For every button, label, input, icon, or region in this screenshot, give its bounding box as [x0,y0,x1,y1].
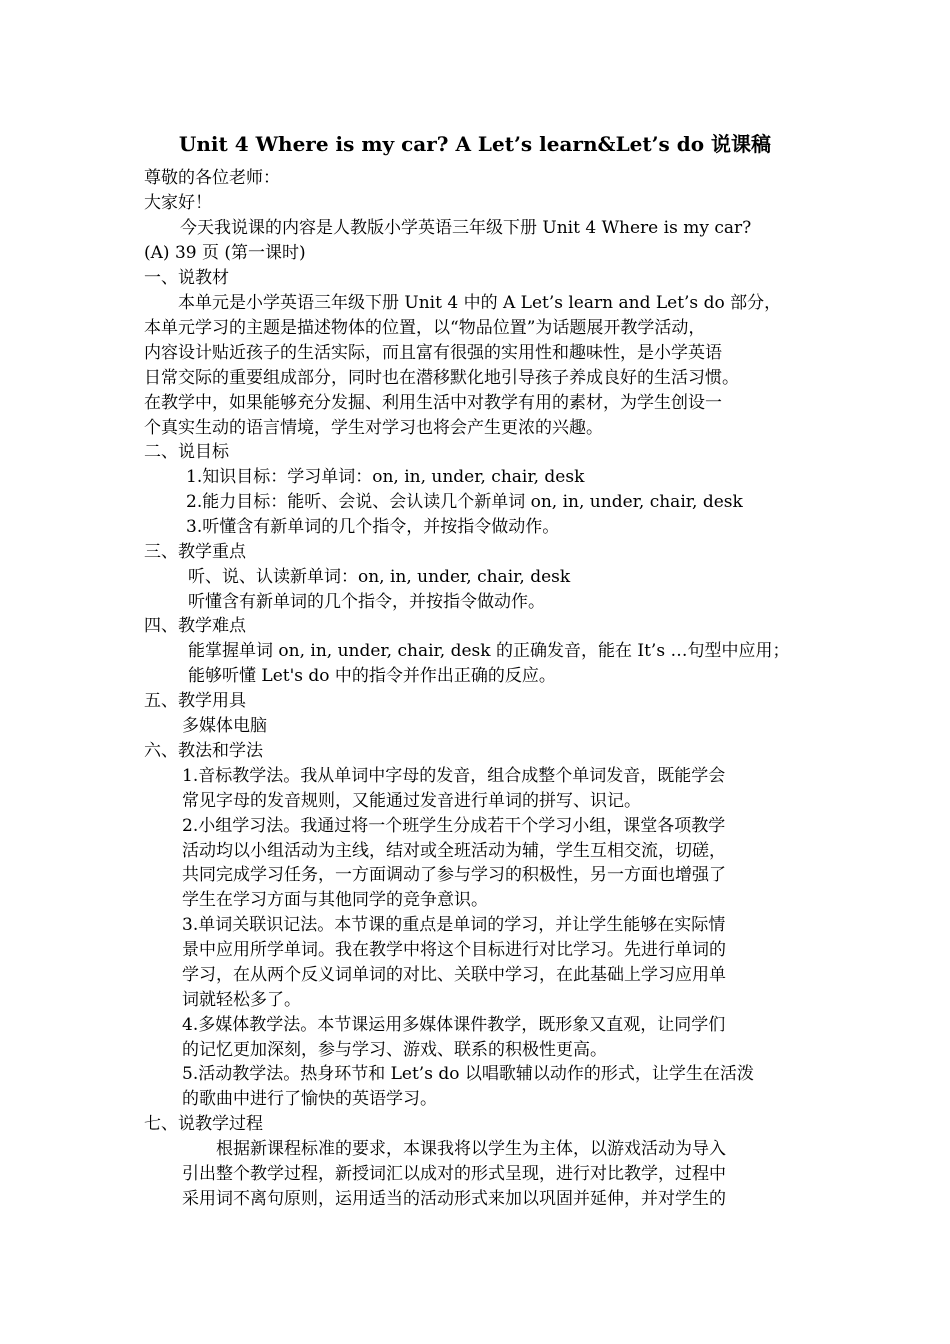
body-line: 日常交际的重要组成部分，同时也在潜移默化地引导孩子养成良好的生活习惯。 [144,368,739,388]
body-line: 常见字母的发音规则，又能通过发音进行单词的拼写、识记。 [182,791,641,811]
body-line: 本单元是小学英语三年级下册 Unit 4 中的 A Let’s learn and Let’s do 部分， [178,293,782,313]
body-line: 活动均以小组活动为主线，结对或全班活动为辅，学生互相交流，切磋， [182,841,726,861]
section-heading: 六、教法和学法 [144,741,263,761]
body-line: 1.知识目标：学习单词：on, in, under, chair, desk [186,467,585,487]
body-line: 词就轻松多了。 [182,990,301,1010]
intro-line: 今天我说课的内容是人教版小学英语三年级下册 Unit 4 Where is my car? [180,218,752,238]
body-line: 内容设计贴近孩子的生活实际，而且富有很强的实用性和趣味性，是小学英语 [144,343,722,363]
body-line: 听、说、认读新单词：on, in, under, chair, desk [188,567,571,587]
greeting-line: 大家好！ [144,193,212,213]
section-heading: 五、教学用具 [144,691,246,711]
body-line: 本单元学习的主题是描述物体的位置，以“物品位置”为话题展开教学活动， [144,318,706,338]
body-line: 听懂含有新单词的几个指令，并按指令做动作。 [188,592,545,612]
body-line: 采用词不离句原则，运用适当的活动形式来加以巩固并延伸，并对学生的 [182,1189,726,1209]
body-line: 4.多媒体教学法。本节课运用多媒体课件教学，既形象又直观，让同学们 [182,1015,726,1035]
section-heading: 二、说目标 [144,442,229,462]
body-line: 在教学中，如果能够充分发掘、利用生活中对教学有用的素材，为学生创设一 [144,393,722,413]
body-line: 共同完成学习任务，一方面调动了参与学习的积极性，另一方面也增强了 [182,865,726,885]
body-line: 的记忆更加深刻，参与学习、游戏、联系的积极性更高。 [182,1040,607,1060]
body-line: 3.听懂含有新单词的几个指令，并按指令做动作。 [186,517,560,537]
section-heading: 三、教学重点 [144,542,246,562]
body-line: 能掌握单词 on, in, under, chair, desk 的正确发音，能在 It’s …句型中应用； [188,641,790,661]
body-line: 的歌曲中进行了愉快的英语学习。 [182,1089,437,1109]
intro-line: (A) 39 页 (第一课时) [144,243,306,263]
section-heading: 一、说教材 [144,268,229,288]
document-title: Unit 4 Where is my car? A Let’s learn&Let’s do 说课稿 [178,132,772,156]
body-line: 学习，在从两个反义词单词的对比、关联中学习，在此基础上学习应用单 [182,965,726,985]
body-line: 2.能力目标：能听、会说、会认读几个新单词 on, in, under, chair, desk [186,492,743,512]
body-line: 个真实生动的语言情境，学生对学习也将会产生更浓的兴趣。 [144,418,603,438]
body-line: 多媒体电脑 [182,716,267,736]
body-line: 5.活动教学法。热身环节和 Let’s do 以唱歌辅以动作的形式，让学生在活泼 [182,1064,754,1084]
body-line: 引出整个教学过程，新授词汇以成对的形式呈现，进行对比教学，过程中 [182,1164,726,1184]
body-line: 1.音标教学法。我从单词中字母的发音，组合成整个单词发音，既能学会 [182,766,726,786]
body-line: 景中应用所学单词。我在教学中将这个目标进行对比学习。先进行单词的 [182,940,726,960]
body-line: 2.小组学习法。我通过将一个班学生分成若干个学习小组，课堂各项教学 [182,816,726,836]
body-line: 学生在学习方面与其他同学的竞争意识。 [182,890,488,910]
section-heading: 七、说教学过程 [144,1114,263,1134]
greeting-line: 尊敬的各位老师： [144,168,280,188]
body-line: 能够听懂 Let's do 中的指令并作出正确的反应。 [188,666,556,686]
body-line: 3.单词关联识记法。本节课的重点是单词的学习，并让学生能够在实际情 [182,915,726,935]
body-line: 根据新课程标准的要求，本课我将以学生为主体，以游戏活动为导入 [216,1139,726,1159]
section-heading: 四、教学难点 [144,616,246,636]
